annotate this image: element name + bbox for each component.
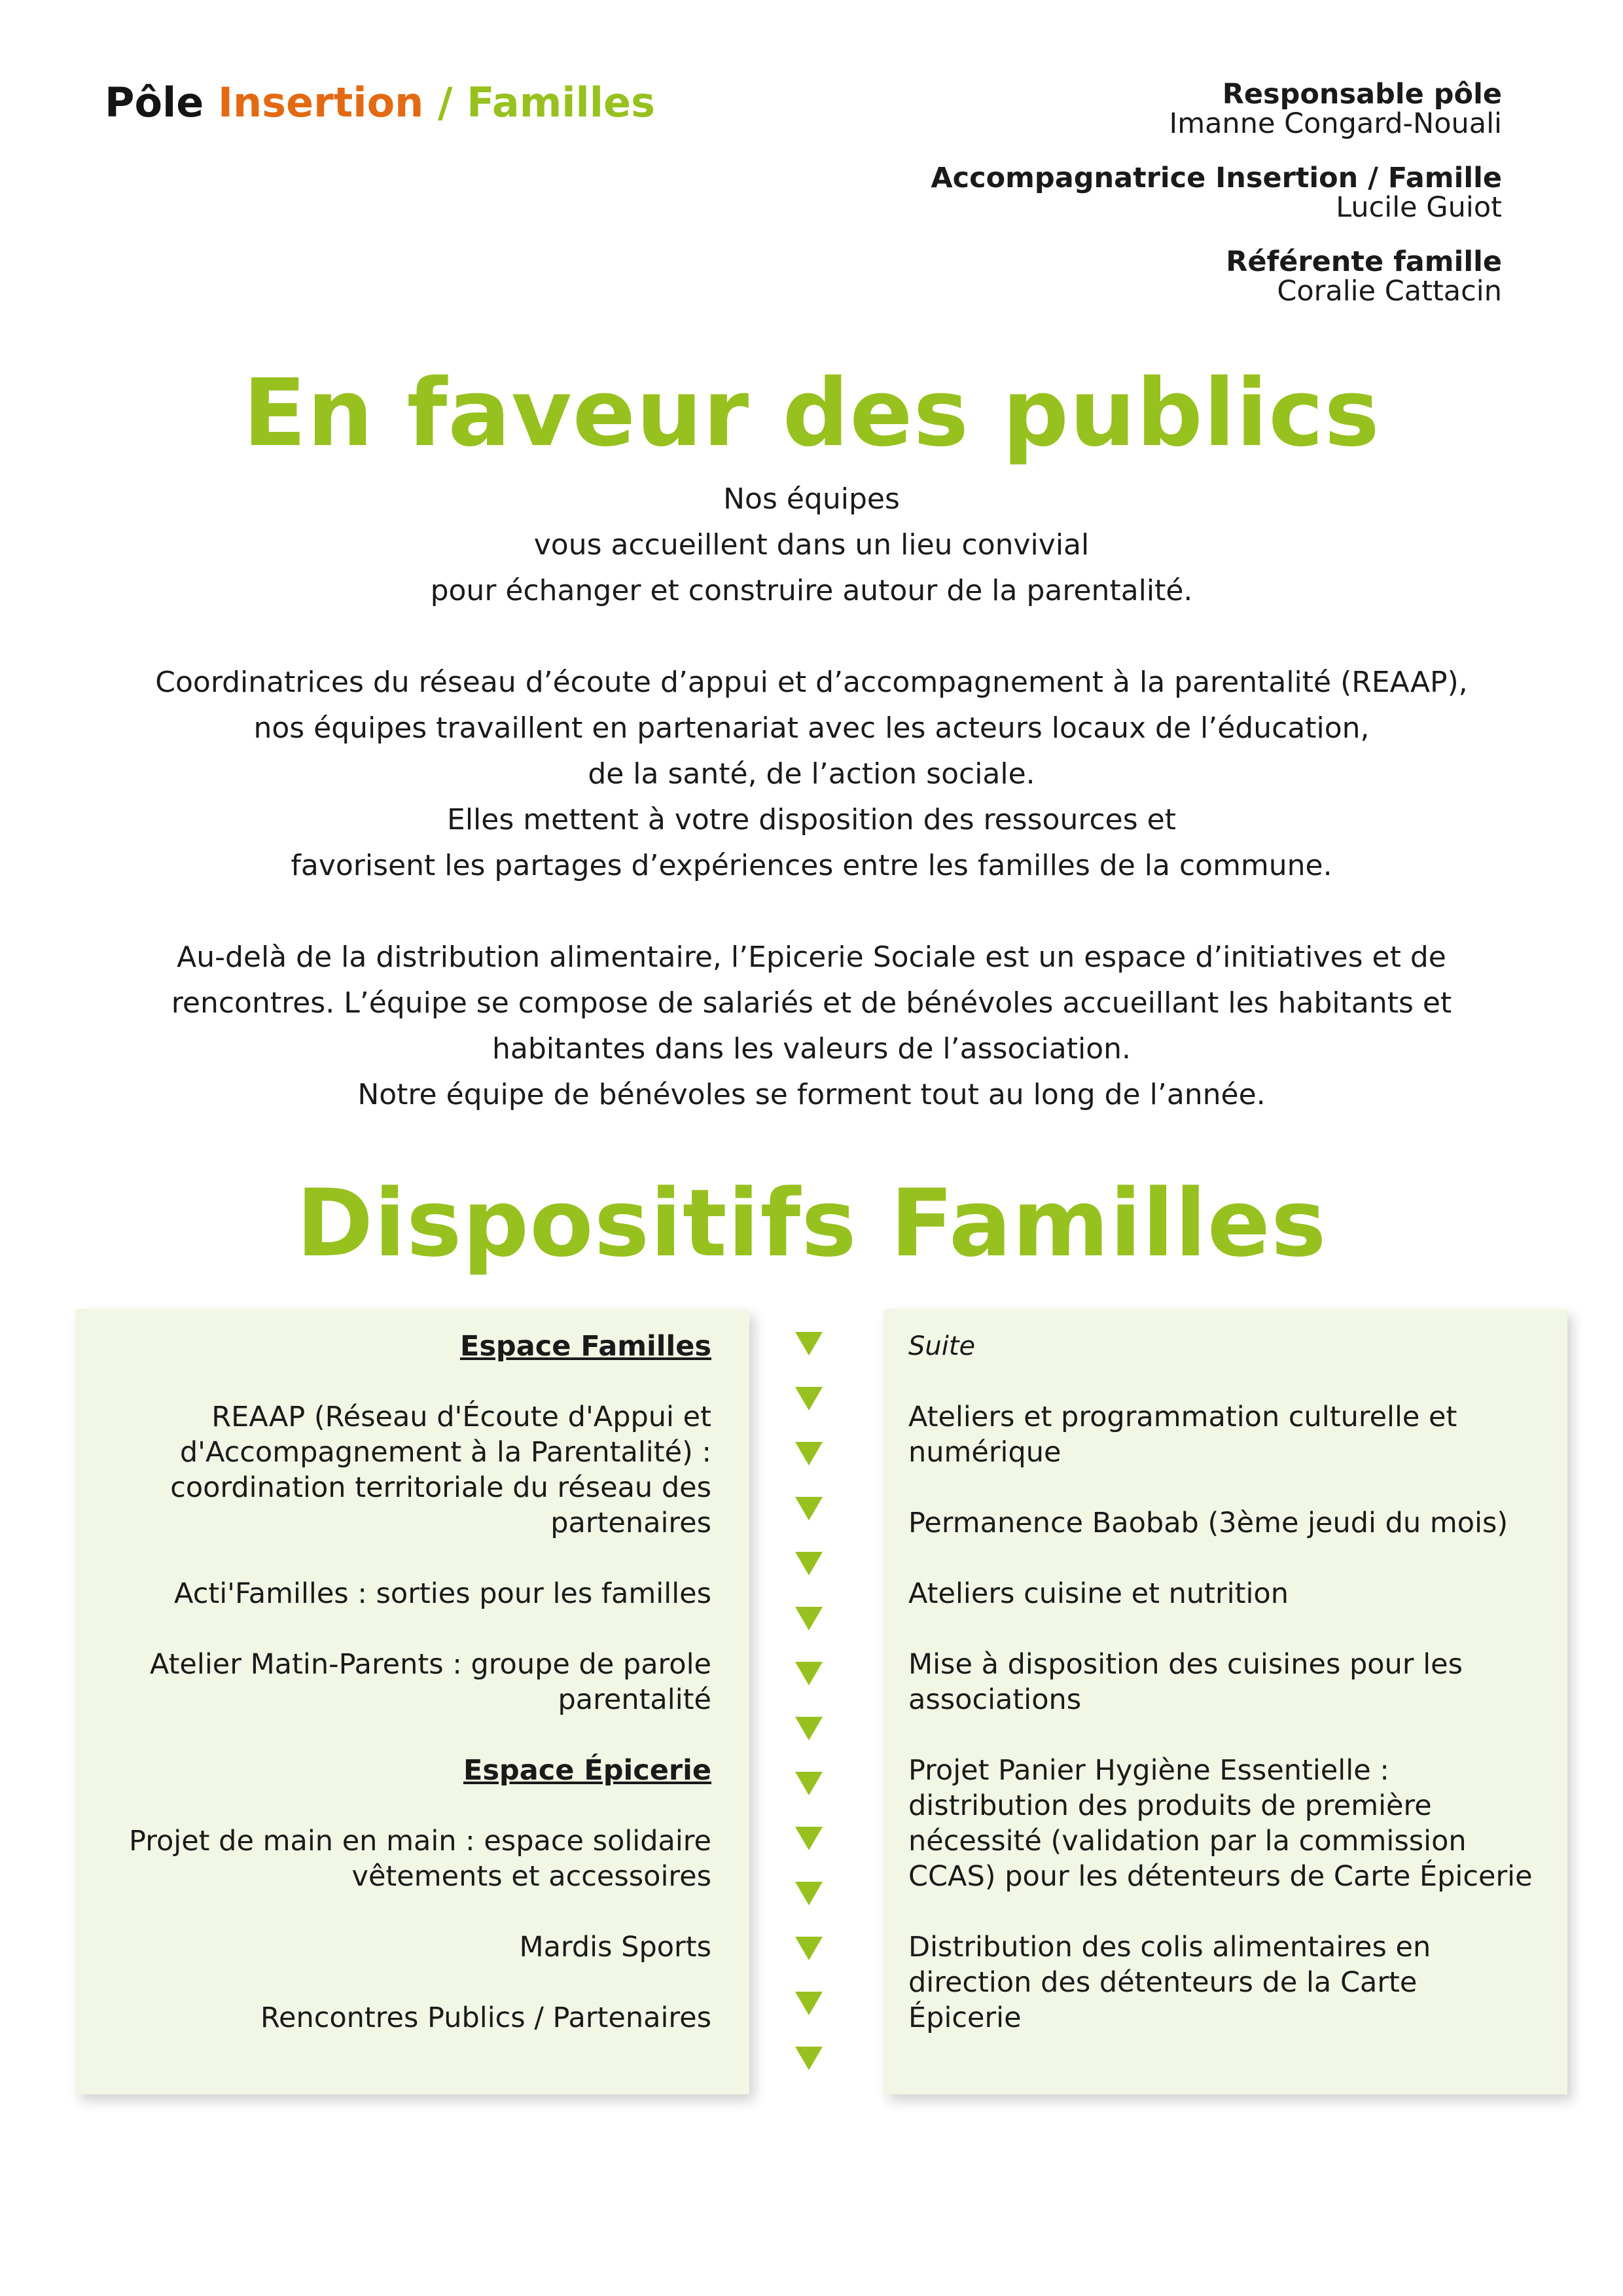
list-item-line: direction des détenteurs de la Carte bbox=[908, 1966, 1418, 1999]
intro-line: Coordinatrices du réseau d’écoute d’appui et d’accompagnement à la parentalité (REAAP), bbox=[155, 666, 1468, 699]
list-item bbox=[908, 1929, 1552, 2036]
list-item-line: Distribution des colis alimentaires en bbox=[908, 1931, 1431, 1964]
arrow-down-icon bbox=[795, 2047, 823, 2070]
panel-right bbox=[883, 1309, 1567, 2094]
list-item bbox=[101, 1823, 711, 1894]
list-item-line: d'Accompagnement à la Parentalité) : bbox=[179, 1436, 711, 1469]
list-item-line: partenaires bbox=[550, 1507, 711, 1539]
list-item-line: associations bbox=[908, 1683, 1082, 1716]
intro-paragraph bbox=[59, 660, 1564, 889]
staff-entry bbox=[931, 164, 1502, 223]
list-item-line: Atelier Matin-Parents : groupe de parole bbox=[149, 1648, 711, 1681]
staff-role: Référente famille bbox=[1226, 245, 1502, 278]
arrow-down-icon bbox=[795, 1607, 823, 1630]
list-item bbox=[908, 1576, 1552, 1611]
list-item-line: distribution des produits de première bbox=[908, 1789, 1432, 1822]
arrow-down-icon bbox=[795, 1552, 823, 1575]
list-item-line: Ateliers et programmation culturelle et bbox=[908, 1401, 1457, 1433]
arrow-down-icon bbox=[795, 1717, 823, 1740]
intro-line: pour échanger et construire autour de la parentalité. bbox=[430, 574, 1193, 607]
intro-line: vous accueillent dans un lieu convivial bbox=[533, 528, 1090, 562]
pole-familles: Familles bbox=[467, 79, 656, 126]
list-item-line: Projet de main en main : espace solidaire bbox=[129, 1825, 711, 1857]
staff-person: Lucile Guiot bbox=[1336, 191, 1502, 224]
list-item-line: Épicerie bbox=[908, 2001, 1022, 2034]
arrow-down-icon bbox=[795, 1827, 823, 1850]
staff-person: Coralie Cattacin bbox=[1277, 275, 1502, 308]
intro-line: rencontres. L’équipe se compose de salariés et de bénévoles accueillant les habitants et bbox=[171, 986, 1452, 1020]
arrow-down-icon bbox=[795, 1772, 823, 1795]
intro-line: Nos équipes bbox=[723, 482, 900, 516]
pole-separator: / bbox=[437, 79, 453, 126]
espace-familles-title: Espace Familles bbox=[459, 1330, 711, 1363]
pole-insertion: Insertion bbox=[217, 79, 424, 126]
intro-text bbox=[59, 476, 1564, 1118]
pole-word: Pôle bbox=[105, 79, 204, 126]
intro-paragraph bbox=[59, 476, 1564, 614]
intro-line: favorisent les partages d’expériences entre les familles de la commune. bbox=[291, 849, 1332, 882]
list-item bbox=[101, 1399, 711, 1541]
arrow-column bbox=[795, 1332, 828, 2102]
list-item-line: Projet Panier Hygiène Essentielle : bbox=[908, 1754, 1389, 1787]
intro-line: de la santé, de l’action sociale. bbox=[588, 757, 1035, 791]
list-item bbox=[908, 1505, 1552, 1541]
staff-entry bbox=[931, 247, 1502, 306]
staff-entry bbox=[931, 80, 1502, 139]
arrow-down-icon bbox=[795, 1662, 823, 1685]
staff-person: Imanne Congard-Nouali bbox=[1169, 107, 1502, 140]
espace-epicerie-title: Espace Épicerie bbox=[463, 1754, 711, 1787]
intro-line: Notre équipe de bénévoles se forment tout au long de l’année. bbox=[357, 1078, 1266, 1111]
list-item bbox=[908, 1753, 1552, 1894]
list-item-line: numérique bbox=[908, 1436, 1061, 1469]
list-item-line: Ateliers cuisine et nutrition bbox=[908, 1577, 1289, 1610]
suite-label: Suite bbox=[908, 1331, 976, 1361]
intro-paragraph bbox=[59, 935, 1564, 1118]
list-item-line: nécessité (validation par la commission bbox=[908, 1825, 1467, 1857]
heading-publics: En faveur des publics bbox=[243, 359, 1380, 467]
list-item-line: Acti'Familles : sorties pour les familles bbox=[174, 1577, 711, 1610]
list-item bbox=[908, 1647, 1552, 1717]
list-item-line: Mardis Sports bbox=[519, 1931, 711, 1964]
intro-line: Elles mettent à votre disposition des ressources et bbox=[447, 803, 1176, 836]
arrow-down-icon bbox=[795, 1332, 823, 1355]
list-item-line: CCAS) pour les détenteurs de Carte Épicerie bbox=[908, 1860, 1533, 1893]
staff-role: Responsable pôle bbox=[1222, 78, 1502, 111]
list-item bbox=[101, 2000, 711, 2036]
list-item-line: Mise à disposition des cuisines pour les bbox=[908, 1648, 1463, 1681]
arrow-down-icon bbox=[795, 1442, 823, 1465]
list-item-line: REAAP (Réseau d'Écoute d'Appui et bbox=[211, 1401, 711, 1433]
list-item-line: parentalité bbox=[558, 1683, 711, 1716]
heading-dispositifs: Dispositifs Familles bbox=[296, 1170, 1327, 1278]
list-item-line: coordination territoriale du réseau des bbox=[170, 1471, 711, 1504]
staff-role: Accompagnatrice Insertion / Famille bbox=[931, 162, 1502, 194]
intro-line: nos équipes travaillent en partenariat avec les acteurs locaux de l’éducation, bbox=[253, 711, 1370, 745]
intro-line: habitantes dans les valeurs de l’association. bbox=[492, 1032, 1131, 1066]
panel-left bbox=[75, 1309, 749, 2094]
staff-list bbox=[931, 80, 1502, 331]
arrow-down-icon bbox=[795, 1882, 823, 1905]
arrow-down-icon bbox=[795, 1387, 823, 1410]
list-item-line: Rencontres Publics / Partenaires bbox=[260, 2001, 711, 2034]
list-item bbox=[101, 1647, 711, 1717]
list-item-line: vêtements et accessoires bbox=[351, 1860, 711, 1893]
arrow-down-icon bbox=[795, 1992, 823, 2015]
arrow-down-icon bbox=[795, 1937, 823, 1960]
list-item bbox=[908, 1399, 1552, 1470]
pole-title bbox=[105, 79, 655, 126]
intro-line: Au-delà de la distribution alimentaire, l’Epicerie Sociale est un espace d’initiatives et de bbox=[177, 941, 1446, 974]
list-item bbox=[101, 1929, 711, 1965]
list-item-line: Permanence Baobab (3ème jeudi du mois) bbox=[908, 1507, 1508, 1539]
arrow-down-icon bbox=[795, 1497, 823, 1520]
list-item bbox=[101, 1576, 711, 1611]
